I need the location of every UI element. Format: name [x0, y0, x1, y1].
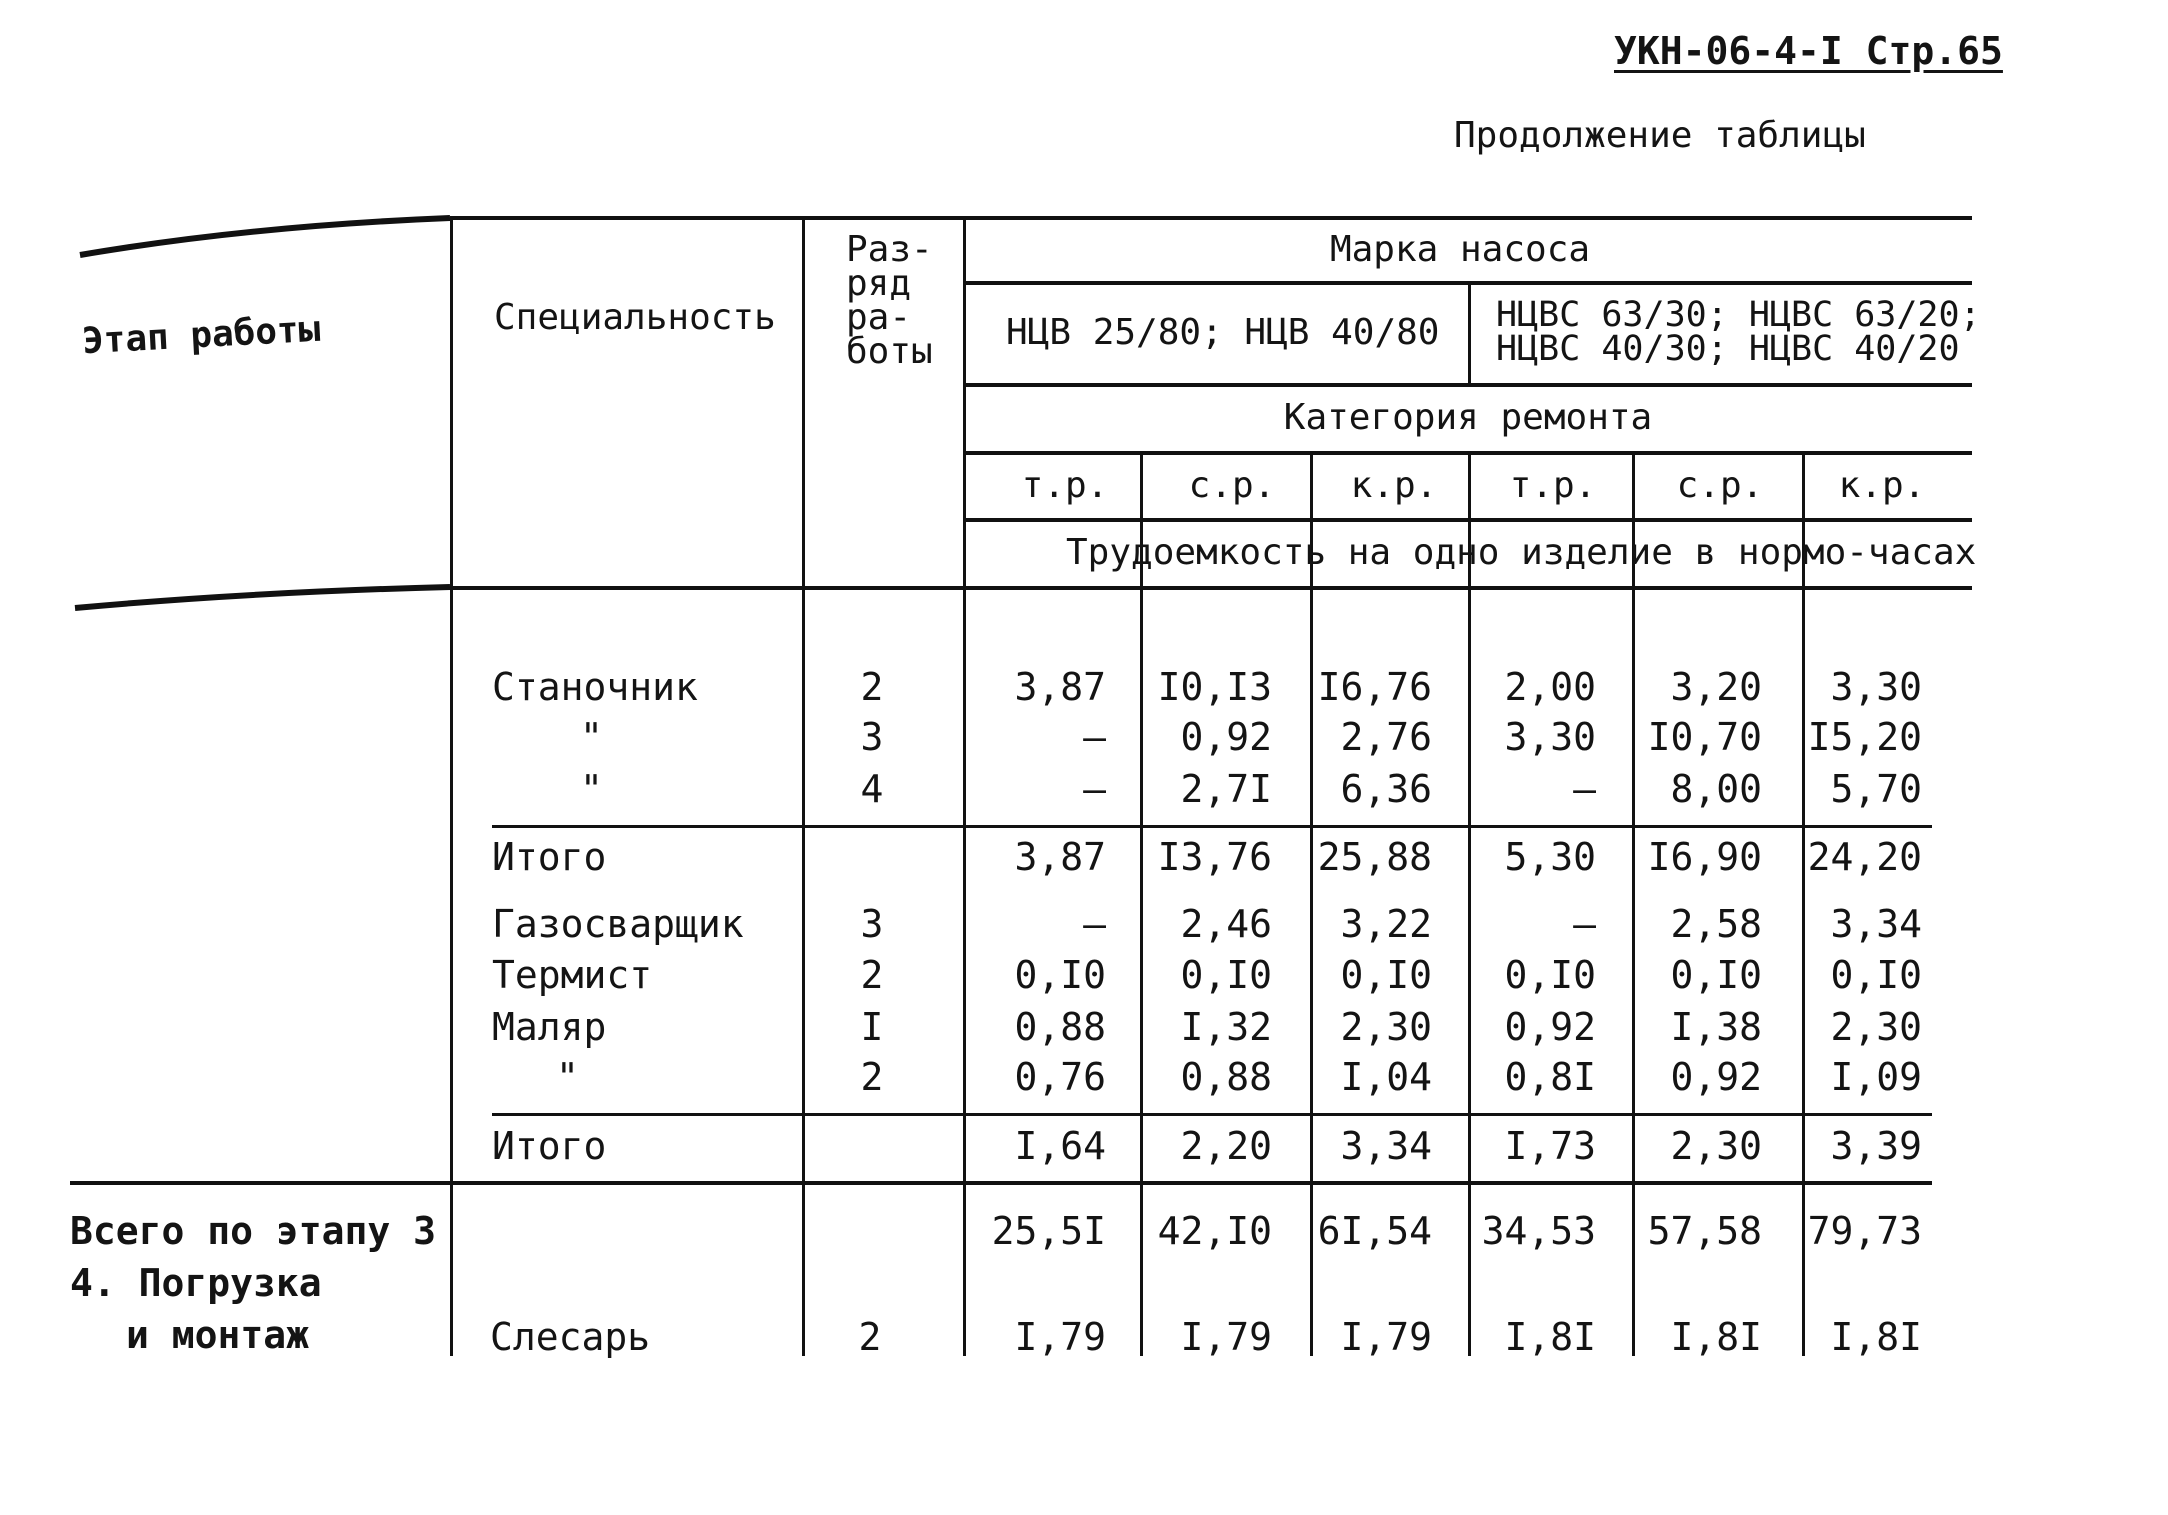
col-divider-5: [1802, 451, 1805, 1356]
cell-value: 0,I0: [1340, 953, 1432, 997]
col-divider-4: [1632, 451, 1635, 1356]
col-divider-1: [1140, 451, 1143, 1356]
cell-value: 0,76: [1014, 1055, 1106, 1099]
cell-value: 6I,54: [1317, 1209, 1432, 1253]
cell-value: I,73: [1504, 1124, 1596, 1168]
cell-value: 3,30: [1830, 665, 1922, 709]
cell-value: 57,58: [1647, 1209, 1762, 1253]
cell-value: I0,70: [1647, 715, 1762, 759]
cell-value: 2,20: [1180, 1124, 1272, 1168]
cell-grade: 2: [858, 1315, 882, 1359]
cell-value: I,04: [1340, 1055, 1432, 1099]
cell-value: 0,I0: [1180, 953, 1272, 997]
cell-value: 2,30: [1340, 1005, 1432, 1049]
cell-value: 79,73: [1807, 1209, 1922, 1253]
cell-value: I,8I: [1504, 1315, 1596, 1359]
header-cat: т.р.: [1509, 465, 1597, 506]
header-cat: с.р.: [1676, 465, 1764, 506]
cell-grade: 2: [860, 1055, 884, 1099]
subtotal2-rule: [492, 1113, 1932, 1116]
cell-specialty: Итого: [492, 835, 607, 879]
cell-value: 0,92: [1670, 1055, 1762, 1099]
cell-value: 25,5I: [991, 1209, 1106, 1253]
header-specialty: Специальность: [494, 297, 776, 338]
cell-value: 0,88: [1180, 1055, 1272, 1099]
cell-value: 3,22: [1340, 902, 1432, 946]
cell-value: 25,88: [1317, 835, 1432, 879]
header-grade-line: боты: [846, 331, 933, 372]
cell-grade: 2: [860, 953, 884, 997]
continuation-caption: Продолжение таблицы: [1454, 115, 1866, 156]
brand-groups-rule: [963, 383, 1972, 387]
cell-value: 6,36: [1340, 767, 1432, 811]
cell-value: 0,92: [1180, 715, 1272, 759]
cell-specialty: Слесарь: [490, 1315, 651, 1359]
cell-stage: и монтаж: [126, 1313, 310, 1357]
cell-specialty: Маляр: [492, 1005, 607, 1049]
header-brand-group-2-line-1: НЦВС 63/30; НЦВС 63/20;: [1496, 295, 1981, 335]
col-divider-grade: [963, 216, 966, 1356]
cell-value: –: [1083, 902, 1106, 946]
cell-value: I6,76: [1317, 665, 1432, 709]
stage-header-bottom-rule: [75, 587, 450, 608]
header-pump-brand: Марка насоса: [1329, 229, 1591, 270]
cell-specialty: Станочник: [492, 665, 698, 709]
cell-grade: 2: [860, 665, 884, 709]
header-brand-group-1: НЦВ 25/80; НЦВ 40/80: [1006, 312, 1440, 353]
cell-value: 2,7I: [1180, 767, 1272, 811]
cell-value: 2,76: [1340, 715, 1432, 759]
cell-value: 3,34: [1340, 1124, 1432, 1168]
cell-value: –: [1083, 715, 1106, 759]
col-divider-3: [1468, 451, 1471, 1356]
cell-value: 0,I0: [1504, 953, 1596, 997]
header-cat: с.р.: [1188, 465, 1276, 506]
header-labor-intensity: Трудоемкость на одно изделие в нормо-часах: [1066, 532, 1977, 573]
cell-value: 0,8I: [1504, 1055, 1596, 1099]
cell-stage: Всего по этапу 3: [70, 1209, 437, 1253]
cell-value: I0,I3: [1157, 665, 1272, 709]
stage-header-top-rule: [80, 218, 450, 255]
cell-value: 8,00: [1670, 767, 1762, 811]
header-cat: к.р.: [1350, 465, 1438, 506]
header-top-rule: [450, 216, 1972, 220]
cell-value: I,79: [1014, 1315, 1106, 1359]
cell-value: 3,20: [1670, 665, 1762, 709]
cell-value: I,38: [1670, 1005, 1762, 1049]
cell-specialty: ": [556, 1055, 579, 1099]
cell-specialty: Термист: [492, 953, 653, 997]
cell-value: 0,I0: [1014, 953, 1106, 997]
cell-value: I6,90: [1647, 835, 1762, 879]
cell-specialty: ": [580, 767, 603, 811]
cell-grade: 3: [860, 902, 884, 946]
cell-grade: I: [860, 1005, 884, 1049]
cell-value: 3,34: [1830, 902, 1922, 946]
cell-value: 34,53: [1481, 1209, 1596, 1253]
cell-value: I,79: [1340, 1315, 1432, 1359]
header-cat: т.р.: [1021, 465, 1109, 506]
cell-specialty: Газосварщик: [492, 902, 744, 946]
cell-stage: 4. Погрузка: [70, 1261, 322, 1305]
col-divider-specialty: [802, 216, 805, 1356]
header-grade-line: ра-: [846, 297, 912, 338]
cell-specialty: Итого: [492, 1124, 607, 1168]
cell-value: 0,88: [1014, 1005, 1106, 1049]
cell-value: 24,20: [1807, 835, 1922, 879]
cell-value: 3,87: [1014, 835, 1106, 879]
cell-value: I,09: [1830, 1055, 1922, 1099]
cell-value: I,8I: [1830, 1315, 1922, 1359]
cell-value: 0,92: [1504, 1005, 1596, 1049]
cell-value: 3,87: [1014, 665, 1106, 709]
cell-value: I,64: [1014, 1124, 1106, 1168]
header-bottom-rule: [450, 586, 1972, 590]
cell-value: 0,I0: [1670, 953, 1762, 997]
stage-total-rule: [70, 1181, 1932, 1185]
cell-value: 3,39: [1830, 1124, 1922, 1168]
cell-value: I5,20: [1807, 715, 1922, 759]
col-divider-2: [1310, 451, 1313, 1356]
cell-value: 2,58: [1670, 902, 1762, 946]
cell-value: 3,30: [1504, 715, 1596, 759]
header-grade-line: Раз-: [846, 229, 933, 270]
header-cat: к.р.: [1838, 465, 1926, 506]
document-code: УКН-06-4-I Стр.65: [1614, 29, 2003, 73]
cell-value: 2,30: [1830, 1005, 1922, 1049]
cell-value: 2,30: [1670, 1124, 1762, 1168]
cell-value: I3,76: [1157, 835, 1272, 879]
cell-value: I,8I: [1670, 1315, 1762, 1359]
cell-value: –: [1083, 767, 1106, 811]
cell-grade: 4: [860, 767, 884, 811]
subtotal1-rule: [492, 825, 1932, 828]
header-grade-line: ряд: [846, 263, 912, 304]
cell-value: I,79: [1180, 1315, 1272, 1359]
cell-value: –: [1573, 767, 1596, 811]
cell-value: I,32: [1180, 1005, 1272, 1049]
brand-groups-divider: [1468, 281, 1471, 383]
header-stage: Этап работы: [81, 308, 322, 363]
cell-value: 0,I0: [1830, 953, 1922, 997]
cell-value: 42,I0: [1157, 1209, 1272, 1253]
cell-grade: 3: [860, 715, 884, 759]
cell-value: 5,30: [1504, 835, 1596, 879]
cell-value: 2,00: [1504, 665, 1596, 709]
cell-value: 2,46: [1180, 902, 1272, 946]
header-brand-group-2-line-2: НЦВС 40/30; НЦВС 40/20: [1496, 329, 1960, 369]
cell-specialty: ": [580, 715, 603, 759]
col-divider-stage: [450, 216, 453, 1356]
cell-value: –: [1573, 902, 1596, 946]
cell-value: 5,70: [1830, 767, 1922, 811]
header-repair-category: Категория ремонта: [1283, 397, 1653, 438]
